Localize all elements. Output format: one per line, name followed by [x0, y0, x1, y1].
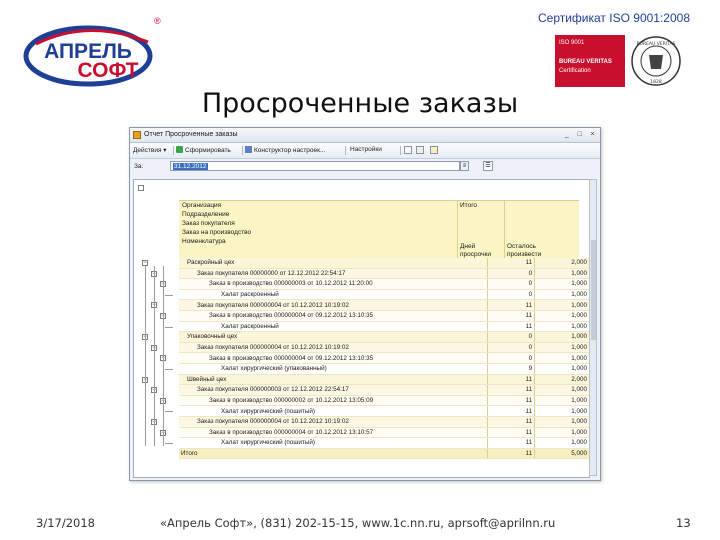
period-value: 31.12.2012 [174, 163, 207, 170]
row-label: Упаковочный цех [179, 332, 488, 343]
settings-button[interactable] [350, 146, 382, 153]
remaining-cell: 1,000 [535, 321, 589, 332]
days-overdue-cell: 0 [488, 353, 535, 364]
header-remaining: Осталось произвести [507, 243, 542, 258]
toolbar-divider [242, 146, 243, 155]
header-divider [457, 200, 458, 258]
options-icon[interactable]: ☰ [483, 161, 493, 171]
toolbar-divider [400, 146, 401, 155]
actions-menu[interactable] [133, 146, 167, 154]
row-label: Халат раскроенный [179, 289, 488, 300]
header-total: Итого [460, 202, 478, 209]
bureau-veritas-badge [555, 35, 690, 87]
period-row [130, 159, 600, 174]
tree-branch-line [165, 411, 173, 412]
row-label: Заказ в производство 000000002 от 10.12.2012 13:05:09 [179, 395, 488, 406]
tree-branch-line [165, 327, 173, 328]
table-row[interactable] [179, 385, 589, 396]
remaining-cell: 1,000 [535, 385, 589, 396]
days-overdue-cell: 0 [488, 268, 535, 279]
save-icon[interactable] [416, 146, 424, 154]
grid-corner-icon[interactable] [138, 185, 144, 191]
days-overdue-cell: 11 [488, 321, 535, 332]
slide-title: Просроченные заказы [201, 88, 519, 119]
row-label: Заказ в производство 000000004 от 10.12.2012 13:10:57 [179, 427, 488, 438]
maximize-icon[interactable]: □ [577, 131, 582, 138]
period-dropdown-icon[interactable]: ≡ [460, 161, 469, 171]
header-rule [179, 200, 579, 201]
close-icon[interactable]: × [590, 131, 595, 138]
scrollbar-thumb[interactable] [591, 240, 596, 340]
remaining-cell: 1,000 [535, 363, 589, 374]
bureau-veritas-seal-icon [627, 35, 685, 87]
remaining-cell: 1,000 [535, 395, 589, 406]
toolbar-divider [173, 146, 174, 155]
tree-guide-line [154, 266, 155, 446]
remaining-cell: 1,000 [535, 353, 589, 364]
table-row[interactable] [179, 363, 589, 374]
remaining-cell: 2,000 [535, 258, 589, 268]
bureau-veritas-label [555, 35, 625, 87]
remaining-cell: 1,000 [535, 279, 589, 290]
report-icon [133, 131, 141, 139]
table-row[interactable] [179, 279, 589, 290]
row-label: Раскройный цех [179, 258, 488, 268]
row-label: Заказ покупателя 00000000 от 12.12.2012 22:54:17 [179, 268, 488, 279]
days-overdue-cell: 11 [488, 310, 535, 321]
remaining-cell: 1,000 [535, 406, 589, 417]
actions-label: Действия [133, 147, 162, 154]
row-label: Итого [179, 448, 488, 459]
days-overdue-cell: 9 [488, 363, 535, 374]
remaining-cell: 1,000 [535, 332, 589, 343]
generate-icon [176, 146, 183, 153]
constructor-icon [245, 146, 252, 153]
bv-name: BUREAU VERITAS [559, 59, 612, 65]
logo-line1: АПРЕЛЬ [44, 40, 132, 63]
remaining-cell: 1,000 [535, 416, 589, 427]
row-label: Заказ покупателя 000000004 от 10.12.2012 10:19:02 [179, 300, 488, 311]
chevron-down-icon: ▾ [163, 147, 167, 154]
minimize-icon[interactable]: _ [564, 131, 569, 138]
days-overdue-cell: 11 [488, 406, 535, 417]
report-table [179, 258, 589, 459]
remaining-cell: 1,000 [535, 438, 589, 449]
row-label: Халат хирургический (пошитый) [179, 406, 488, 417]
footer-contacts: «Апрель Софт», (831) 202-15-15, www.1c.nn.ru, aprsoft@aprilnn.ru [160, 516, 556, 530]
days-overdue-cell: 0 [488, 289, 535, 300]
table-row[interactable] [179, 300, 589, 311]
collapse-toggle-icon[interactable]: − [143, 260, 147, 266]
days-overdue-cell: 11 [488, 416, 535, 427]
header-divider [504, 200, 505, 258]
toolbar-divider [345, 146, 346, 155]
table-row[interactable] [179, 342, 589, 353]
table-row[interactable] [179, 268, 589, 279]
generate-label: Сформировать [185, 147, 231, 154]
bv-iso: ISO 9001 [559, 40, 585, 46]
days-overdue-cell: 11 [488, 427, 535, 438]
table-row[interactable] [179, 406, 589, 417]
remaining-cell: 1,000 [535, 300, 589, 311]
window-titlebar[interactable] [130, 128, 600, 143]
bv-sub: Certification [559, 68, 591, 74]
table-row[interactable] [179, 374, 589, 385]
vertical-scrollbar[interactable] [589, 179, 597, 476]
report-spreadsheet[interactable] [133, 179, 590, 478]
row-label: Заказ покупателя 000000004 от 10.12.2012 10:19:02 [179, 342, 488, 353]
table-row[interactable] [179, 438, 589, 449]
remaining-cell: 2,000 [535, 374, 589, 385]
constructor-label: Конструктор настроек... [254, 147, 326, 154]
window-title: Отчет Просроченные заказы [144, 131, 238, 138]
remaining-cell: 5,000 [535, 448, 589, 459]
table-row[interactable] [179, 332, 589, 343]
tree-branch-line [165, 295, 173, 296]
row-label: Заказ в производство 000000003 от 10.12.2012 11:20:00 [179, 279, 488, 290]
generate-button[interactable] [176, 146, 231, 154]
table-row[interactable] [179, 353, 589, 364]
tree-branch-line [165, 443, 173, 444]
period-input[interactable] [170, 161, 460, 171]
total-row[interactable] [179, 448, 589, 459]
table-row[interactable] [179, 289, 589, 300]
table-row[interactable] [179, 395, 589, 406]
row-label: Заказ покупателя 000000004 от 10.12.2012 10:19:02 [179, 416, 488, 427]
tree-guide-line [145, 266, 146, 446]
header-days-overdue: Дней просрочки [460, 243, 491, 258]
row-label: Заказ в производство 000000004 от 09.12.2012 13:10:35 [179, 310, 488, 321]
row-label: Заказ покупателя 000000003 от 12.12.2012 22:54:17 [179, 385, 488, 396]
row-label: Заказ в производство 000000004 от 09.12.2012 13:10:35 [179, 353, 488, 364]
remaining-cell: 1,000 [535, 310, 589, 321]
header-nomenclature: Номенклатура [182, 238, 226, 245]
tree-branch-line [165, 369, 173, 370]
days-overdue-cell: 11 [488, 385, 535, 396]
report-window [129, 127, 601, 481]
days-overdue-cell: 0 [488, 342, 535, 353]
row-label: Халат хирургический (упакованный) [179, 363, 488, 374]
logo-line2: СОФТ [77, 59, 139, 82]
days-overdue-cell: 0 [488, 279, 535, 290]
table-row[interactable] [179, 416, 589, 427]
days-overdue-cell: 11 [488, 395, 535, 406]
row-label: Халат раскроенный [179, 321, 488, 332]
table-row[interactable] [179, 427, 589, 438]
days-overdue-cell: 0 [488, 332, 535, 343]
print-icon[interactable] [404, 146, 412, 154]
row-label: Швейный цех [179, 374, 488, 385]
days-overdue-cell: 11 [488, 300, 535, 311]
row-label: Халат хирургический (пошитый) [179, 438, 488, 449]
settings-label: Настройки [350, 146, 382, 153]
days-overdue-cell: 11 [488, 448, 535, 459]
help-icon[interactable] [430, 146, 438, 154]
table-row[interactable] [179, 310, 589, 321]
remaining-cell: 1,000 [535, 268, 589, 279]
toolbar [130, 143, 600, 159]
registered-mark: ® [154, 16, 161, 26]
days-overdue-cell: 11 [488, 258, 535, 268]
bv-seal-year: 1828 [650, 80, 662, 85]
header-customer-order: Заказ покупателя [182, 220, 235, 227]
table-row[interactable] [179, 321, 589, 332]
page-number: 13 [676, 516, 691, 530]
footer-date: 3/17/2018 [36, 516, 95, 530]
constructor-button[interactable] [245, 146, 325, 154]
header-division: Подразделение [182, 211, 230, 218]
remaining-cell: 1,000 [535, 289, 589, 300]
header-production-order: Заказ на производство [182, 229, 252, 236]
table-row[interactable] [179, 258, 589, 268]
remaining-cell: 1,000 [535, 427, 589, 438]
period-label: За: [134, 163, 144, 170]
remaining-cell: 1,000 [535, 342, 589, 353]
tree-guide-line [163, 266, 164, 446]
april-soft-logo [22, 14, 164, 90]
bv-seal-text: BUREAU VERITAS [636, 42, 676, 47]
certificate-label: Сертификат ISO 9001:2008 [537, 11, 690, 25]
days-overdue-cell: 11 [488, 438, 535, 449]
header-organization: Организация [182, 202, 222, 209]
days-overdue-cell: 11 [488, 374, 535, 385]
